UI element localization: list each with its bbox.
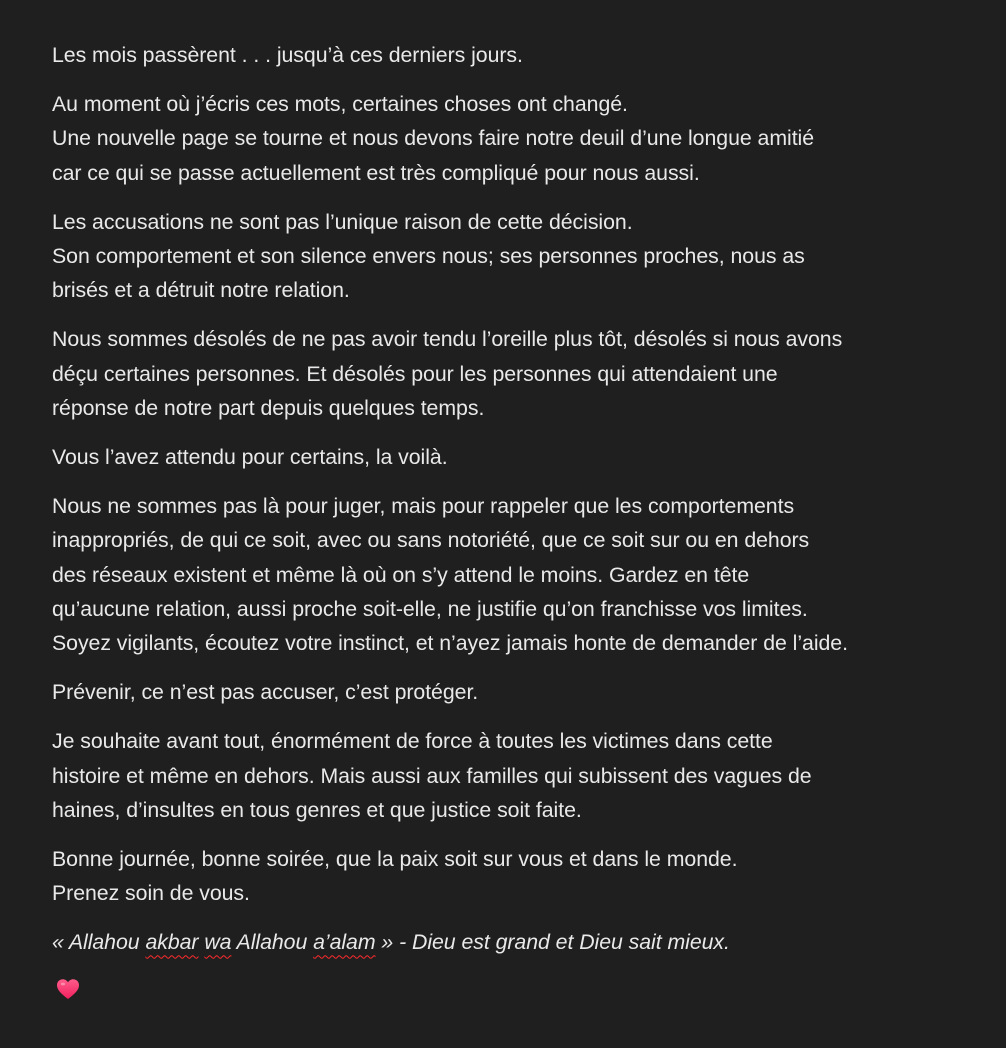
closing-quote [52,925,967,959]
text-line: haines, d’insultes en tous genres et que justice soit faite. [52,797,582,822]
paragraph-4 [52,322,967,425]
text-line: Les mois passèrent . . . jusqu’à ces derniers jours. [52,43,523,67]
paragraph-8 [52,724,967,827]
paragraph-5 [52,440,967,474]
text-line: Vous l’avez attendu pour certains, la voilà. [52,445,448,470]
text-line: des réseaux existent et même là où on s’y attend le moins. Gardez en tête [52,562,750,587]
closing-text: Allahou [231,930,314,955]
text-line: histoire et même en dehors. Mais aussi aux familles qui subissent des vagues de [52,763,812,788]
paragraph-1 [52,38,967,72]
text-line: Prenez soin de vous. [52,881,250,906]
text-line: qu’aucune relation, aussi proche soit-elle, ne justifie qu’on franchisse vos limites. [52,596,808,621]
text-line: Je souhaite avant tout, énormément de force à toutes les victimes dans cette [52,729,773,754]
text-line: déçu certaines personnes. Et désolés pour les personnes qui attendaient une [52,361,778,386]
text-line: Les accusations ne sont pas l’unique raison de cette décision. [52,209,633,234]
closing-text: « Allahou [52,930,146,955]
text-line: inappropriés, de qui ce soit, avec ou sans notoriété, que ce soit sur ou en dehors [52,528,810,553]
text-line: Nous sommes désolés de ne pas avoir tendu l’oreille plus tôt, désolés si nous avons [52,327,843,352]
text-line: Son comportement et son silence envers nous; ses personnes proches, nous as [52,244,805,269]
closing-text: » - Dieu est grand et Dieu sait mieux. [375,930,730,955]
document-body[interactable] [52,38,967,1000]
text-line: Prévenir, ce n’est pas accuser, c’est protéger. [52,680,479,705]
paragraph-9 [52,842,967,910]
misspelled-word[interactable]: akbar [145,930,199,955]
text-line: Soyez vigilants, écoutez votre instinct, et n’ayez jamais honte de demander de l’aide. [52,631,848,656]
text-line: Une nouvelle page se tourne et nous devons faire notre deuil d’une longue amitié [52,126,815,151]
text-line: brisés et a détruit notre relation. [52,278,350,303]
heart-icon [56,978,80,1000]
text-line: Au moment où j’écris ces mots, certaines choses ont changé. [52,92,628,117]
text-line: Bonne journée, bonne soirée, que la paix soit sur vous et dans le monde. [52,847,738,872]
paragraph-2 [52,87,967,190]
paragraph-3 [52,205,967,308]
text-line: réponse de notre part depuis quelques temps. [52,395,485,420]
paragraph-7 [52,675,967,709]
misspelled-word[interactable]: wa [204,930,232,955]
text-line: Nous ne sommes pas là pour juger, mais pour rappeler que les comportements [52,494,795,519]
text-line: car ce qui se passe actuellement est très compliqué pour nous aussi. [52,160,700,185]
paragraph-6 [52,489,967,660]
misspelled-word[interactable]: a’alam [313,930,376,955]
